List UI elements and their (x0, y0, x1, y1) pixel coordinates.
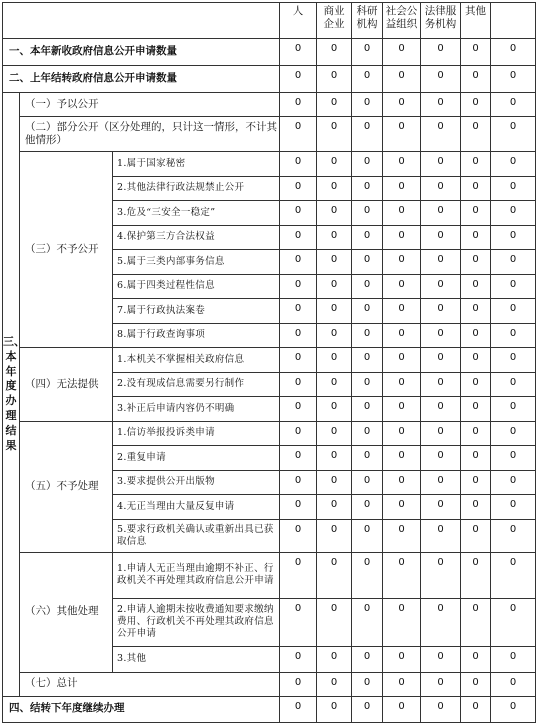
value-cell: 0 (461, 117, 491, 152)
value-cell: 0 (491, 250, 536, 275)
table-row (3, 117, 536, 152)
value-cell: 0 (317, 250, 352, 275)
value-cell: 0 (421, 519, 461, 552)
value-cell: 0 (421, 672, 461, 696)
column-header: 商业 企业 (317, 3, 352, 39)
value-cell: 0 (280, 552, 317, 598)
value-cell: 0 (421, 552, 461, 598)
value-cell: 0 (352, 39, 383, 66)
table-row (3, 672, 536, 696)
value-cell: 0 (352, 250, 383, 275)
value-cell: 0 (317, 397, 352, 422)
value-cell: 0 (280, 323, 317, 348)
value-cell: 0 (383, 299, 421, 324)
value-cell: 0 (352, 646, 383, 672)
value-cell: 0 (352, 672, 383, 696)
value-cell: 0 (461, 93, 491, 117)
value-cell: 0 (421, 152, 461, 177)
row-label: 四、结转下年度继续办理 (3, 696, 280, 722)
value-cell: 0 (317, 598, 352, 646)
value-cell: 0 (421, 421, 461, 446)
group-label: （三）不予公开 (20, 152, 113, 348)
value-cell: 0 (491, 519, 536, 552)
value-cell: 0 (280, 421, 317, 446)
value-cell: 0 (352, 176, 383, 201)
value-cell: 0 (280, 646, 317, 672)
reason-label: 3.要求提供公开出版物 (113, 470, 280, 495)
value-cell: 0 (383, 672, 421, 696)
value-cell: 0 (383, 397, 421, 422)
reason-label: 4.保护第三方合法权益 (113, 225, 280, 250)
value-cell: 0 (421, 323, 461, 348)
value-cell: 0 (421, 201, 461, 226)
value-cell: 0 (317, 274, 352, 299)
value-cell: 0 (491, 646, 536, 672)
value-cell: 0 (491, 495, 536, 520)
value-cell: 0 (317, 66, 352, 93)
value-cell: 0 (421, 93, 461, 117)
value-cell: 0 (383, 552, 421, 598)
section-3-label: 三、本年度办理结果 (3, 93, 20, 697)
value-cell: 0 (280, 225, 317, 250)
value-cell: 0 (280, 66, 317, 93)
value-cell: 0 (317, 39, 352, 66)
table-row (3, 348, 536, 373)
value-cell: 0 (352, 470, 383, 495)
column-header: 人 (280, 3, 317, 39)
reason-label: 3.补正后申请内容仍不明确 (113, 397, 280, 422)
column-header: 科研 机构 (352, 3, 383, 39)
value-cell: 0 (352, 201, 383, 226)
value-cell: 0 (383, 495, 421, 520)
value-cell: 0 (317, 323, 352, 348)
value-cell: 0 (491, 672, 536, 696)
value-cell: 0 (461, 552, 491, 598)
value-cell: 0 (383, 372, 421, 397)
reason-label: 7.属于行政执法案卷 (113, 299, 280, 324)
value-cell: 0 (352, 598, 383, 646)
value-cell: 0 (421, 39, 461, 66)
reason-label: 3.危及“三安全一稳定” (113, 201, 280, 226)
value-cell: 0 (461, 696, 491, 722)
value-cell: 0 (280, 93, 317, 117)
value-cell: 0 (383, 696, 421, 722)
column-header: 社会公 益组织 (383, 3, 421, 39)
value-cell: 0 (491, 66, 536, 93)
value-cell: 0 (491, 552, 536, 598)
reason-label: 3.其他 (113, 646, 280, 672)
reason-label: 1.属于国家秘密 (113, 152, 280, 177)
value-cell: 0 (421, 274, 461, 299)
value-cell: 0 (383, 66, 421, 93)
value-cell: 0 (491, 421, 536, 446)
value-cell: 0 (280, 201, 317, 226)
value-cell: 0 (421, 66, 461, 93)
group-label: （五）不予处理 (20, 421, 113, 552)
value-cell: 0 (317, 446, 352, 471)
value-cell: 0 (461, 323, 491, 348)
value-cell: 0 (317, 672, 352, 696)
value-cell: 0 (352, 421, 383, 446)
value-cell: 0 (421, 495, 461, 520)
value-cell: 0 (317, 152, 352, 177)
value-cell: 0 (352, 66, 383, 93)
column-header: 其他 (461, 3, 491, 39)
value-cell: 0 (383, 274, 421, 299)
reason-label: 4.无正当理由大量反复申请 (113, 495, 280, 520)
reason-label: 5.要求行政机关确认或重新出具已获取信息 (113, 519, 280, 552)
value-cell: 0 (352, 117, 383, 152)
value-cell: 0 (383, 519, 421, 552)
value-cell: 0 (280, 176, 317, 201)
value-cell: 0 (421, 470, 461, 495)
reason-label: 6.属于四类过程性信息 (113, 274, 280, 299)
column-header: 法律服 务机构 (421, 3, 461, 39)
group-label: （六）其他处理 (20, 552, 113, 672)
reason-label: 1.申请人无正当理由逾期不补正、行政机关不再处理其政府信息公开申请 (113, 552, 280, 598)
value-cell: 0 (352, 299, 383, 324)
value-cell: 0 (352, 225, 383, 250)
value-cell: 0 (317, 176, 352, 201)
value-cell: 0 (317, 348, 352, 373)
value-cell: 0 (317, 696, 352, 722)
value-cell: 0 (317, 299, 352, 324)
table-row (3, 696, 536, 722)
reason-label: 2.没有现成信息需要另行制作 (113, 372, 280, 397)
value-cell: 0 (421, 348, 461, 373)
value-cell: 0 (421, 372, 461, 397)
value-cell: 0 (461, 225, 491, 250)
value-cell: 0 (383, 646, 421, 672)
value-cell: 0 (317, 117, 352, 152)
value-cell: 0 (491, 397, 536, 422)
value-cell: 0 (352, 274, 383, 299)
row-label: 二、上年结转政府信息公开申请数量 (3, 66, 280, 93)
value-cell: 0 (491, 39, 536, 66)
value-cell: 0 (461, 201, 491, 226)
value-cell: 0 (280, 696, 317, 722)
value-cell: 0 (280, 348, 317, 373)
value-cell: 0 (461, 250, 491, 275)
value-cell: 0 (491, 176, 536, 201)
value-cell: 0 (461, 646, 491, 672)
value-cell: 0 (491, 117, 536, 152)
value-cell: 0 (383, 250, 421, 275)
value-cell: 0 (461, 39, 491, 66)
value-cell: 0 (317, 495, 352, 520)
value-cell: 0 (491, 152, 536, 177)
reason-label: 1.信访举报投诉类申请 (113, 421, 280, 446)
value-cell: 0 (491, 696, 536, 722)
value-cell: 0 (491, 598, 536, 646)
value-cell: 0 (491, 348, 536, 373)
value-cell: 0 (461, 274, 491, 299)
table-row (3, 552, 536, 598)
value-cell: 0 (421, 225, 461, 250)
table-row (3, 421, 536, 446)
value-cell: 0 (280, 598, 317, 646)
value-cell: 0 (461, 372, 491, 397)
value-cell: 0 (383, 348, 421, 373)
value-cell: 0 (352, 552, 383, 598)
table-row (3, 66, 536, 93)
table-row (3, 152, 536, 177)
value-cell: 0 (280, 152, 317, 177)
row-label: （七）总计 (20, 672, 280, 696)
value-cell: 0 (317, 372, 352, 397)
group-label: （四）无法提供 (20, 348, 113, 422)
value-cell: 0 (280, 519, 317, 552)
reason-label: 2.重复申请 (113, 446, 280, 471)
value-cell: 0 (383, 598, 421, 646)
value-cell: 0 (280, 274, 317, 299)
value-cell: 0 (461, 299, 491, 324)
value-cell: 0 (317, 421, 352, 446)
value-cell: 0 (280, 372, 317, 397)
value-cell: 0 (352, 372, 383, 397)
value-cell: 0 (421, 446, 461, 471)
value-cell: 0 (461, 470, 491, 495)
value-cell: 0 (317, 201, 352, 226)
header-row (3, 3, 536, 39)
header-blank (3, 3, 280, 39)
value-cell: 0 (352, 696, 383, 722)
value-cell: 0 (352, 323, 383, 348)
value-cell: 0 (383, 93, 421, 117)
value-cell: 0 (421, 299, 461, 324)
value-cell: 0 (352, 152, 383, 177)
value-cell: 0 (421, 176, 461, 201)
value-cell: 0 (317, 225, 352, 250)
value-cell: 0 (317, 552, 352, 598)
value-cell: 0 (491, 274, 536, 299)
value-cell: 0 (383, 117, 421, 152)
value-cell: 0 (461, 176, 491, 201)
value-cell: 0 (317, 519, 352, 552)
value-cell: 0 (280, 397, 317, 422)
value-cell: 0 (383, 323, 421, 348)
reason-label: 1.本机关不掌握相关政府信息 (113, 348, 280, 373)
value-cell: 0 (383, 446, 421, 471)
value-cell: 0 (280, 495, 317, 520)
value-cell: 0 (383, 39, 421, 66)
value-cell: 0 (383, 152, 421, 177)
value-cell: 0 (461, 397, 491, 422)
value-cell: 0 (421, 117, 461, 152)
table-row (3, 39, 536, 66)
table-row (3, 93, 536, 117)
value-cell: 0 (352, 397, 383, 422)
value-cell: 0 (461, 495, 491, 520)
value-cell: 0 (491, 201, 536, 226)
reason-label: 8.属于行政查询事项 (113, 323, 280, 348)
value-cell: 0 (491, 225, 536, 250)
value-cell: 0 (461, 672, 491, 696)
value-cell: 0 (352, 519, 383, 552)
value-cell: 0 (491, 93, 536, 117)
value-cell: 0 (352, 93, 383, 117)
value-cell: 0 (421, 696, 461, 722)
value-cell: 0 (383, 176, 421, 201)
value-cell: 0 (461, 519, 491, 552)
value-cell: 0 (421, 598, 461, 646)
value-cell: 0 (383, 470, 421, 495)
value-cell: 0 (421, 397, 461, 422)
value-cell: 0 (280, 299, 317, 324)
value-cell: 0 (461, 598, 491, 646)
value-cell: 0 (421, 646, 461, 672)
value-cell: 0 (491, 372, 536, 397)
value-cell: 0 (317, 470, 352, 495)
application-stats-table (2, 2, 536, 723)
row-label: （二）部分公开（区分处理的，只计这一情形，不计其他情形） (20, 117, 280, 152)
value-cell: 0 (491, 446, 536, 471)
value-cell: 0 (461, 421, 491, 446)
value-cell: 0 (421, 250, 461, 275)
value-cell: 0 (461, 66, 491, 93)
value-cell: 0 (280, 446, 317, 471)
value-cell: 0 (280, 470, 317, 495)
value-cell: 0 (280, 250, 317, 275)
reason-label: 5.属于三类内部事务信息 (113, 250, 280, 275)
value-cell: 0 (383, 225, 421, 250)
value-cell: 0 (491, 470, 536, 495)
value-cell: 0 (317, 646, 352, 672)
value-cell: 0 (383, 201, 421, 226)
value-cell: 0 (352, 495, 383, 520)
value-cell: 0 (352, 348, 383, 373)
value-cell: 0 (280, 672, 317, 696)
value-cell: 0 (461, 446, 491, 471)
row-label: 一、本年新收政府信息公开申请数量 (3, 39, 280, 66)
reason-label: 2.其他法律行政法规禁止公开 (113, 176, 280, 201)
value-cell: 0 (352, 446, 383, 471)
row-label: （一）予以公开 (20, 93, 280, 117)
value-cell: 0 (461, 348, 491, 373)
value-cell: 0 (317, 93, 352, 117)
value-cell: 0 (280, 39, 317, 66)
value-cell: 0 (491, 299, 536, 324)
reason-label: 2.申请人逾期未按收费通知要求缴纳费用、行政机关不再处理其政府信息公开申请 (113, 598, 280, 646)
column-header (491, 3, 536, 39)
value-cell: 0 (280, 117, 317, 152)
value-cell: 0 (461, 152, 491, 177)
value-cell: 0 (491, 323, 536, 348)
value-cell: 0 (383, 421, 421, 446)
